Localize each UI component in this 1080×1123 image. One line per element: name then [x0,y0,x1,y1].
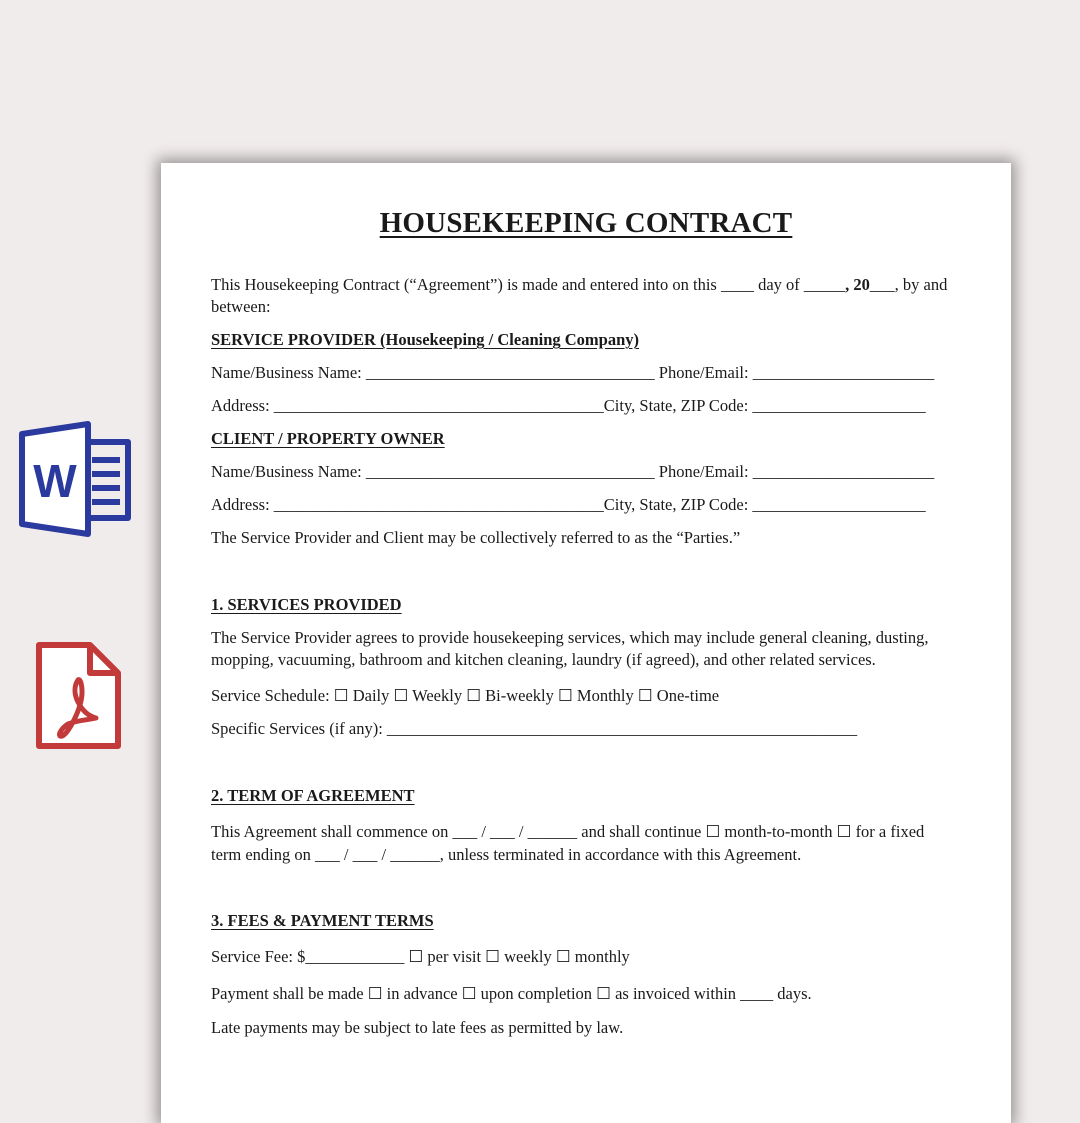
svg-text:W: W [33,455,77,507]
provider-address-field[interactable]: Address: ________________________________________City, State, ZIP Code: _____________________ [211,396,926,415]
service-fee-line[interactable]: Service Fee: $____________ ☐ per visit ☐ weekly ☐ monthly [211,947,630,966]
intro-text-c: ___, by and [869,275,948,294]
section-2-heading: 2. TERM OF AGREEMENT [211,786,415,805]
section-1-para-line-1: The Service Provider agrees to provide housekeeping services, which may include general cleaning, dusting, [211,628,929,647]
section-1-para-line-2: mopping, vacuuming, bathroom and kitchen cleaning, laundry (if agreed), and other related services. [211,650,876,669]
intro-text-a: This Housekeeping Contract (“Agreement”) is made and entered into on this ____ day of _____ [211,275,846,294]
service-schedule-options[interactable]: Service Schedule: ☐ Daily ☐ Weekly ☐ Bi-weekly ☐ Monthly ☐ One-time [211,686,720,705]
service-provider-heading: SERVICE PROVIDER (Housekeeping / Cleaning Company) [211,330,640,349]
client-heading: CLIENT / PROPERTY OWNER [211,429,445,448]
client-name-field[interactable]: Name/Business Name: ___________________________________ Phone/Email: ______________________ [211,462,935,481]
section-3-heading: 3. FEES & PAYMENT TERMS [211,911,434,930]
section-1-heading: 1. SERVICES PROVIDED [211,595,402,614]
intro-line-1 [211,273,963,296]
late-payment-line: Late payments may be subject to late fees as permitted by law. [211,1018,624,1037]
provider-name-field[interactable]: Name/Business Name: ___________________________________ Phone/Email: ______________________ [211,363,935,382]
word-document-icon [18,420,134,538]
intro-line-2: between: [211,297,271,316]
payment-terms-line[interactable]: Payment shall be made ☐ in advance ☐ upon completion ☐ as invoiced within ____ days. [211,984,812,1003]
term-line-1[interactable]: This Agreement shall commence on ___ / ___ / ______ and shall continue ☐ month-to-month ☐ for a fixed [211,822,925,841]
document-title: HOUSEKEEPING CONTRACT [379,207,793,239]
pdf-document-icon [34,640,124,752]
parties-statement: The Service Provider and Client may be collectively referred to as the “Parties.” [211,528,741,547]
client-address-field[interactable]: Address: ________________________________________City, State, ZIP Code: _____________________ [211,495,926,514]
intro-year: , 20 [845,275,870,294]
contract-page [161,163,1011,1123]
term-line-2[interactable]: term ending on ___ / ___ / ______, unless terminated in accordance with this Agreement. [211,845,802,864]
specific-services-field[interactable]: Specific Services (if any): _________________________________________________________ [211,719,858,738]
